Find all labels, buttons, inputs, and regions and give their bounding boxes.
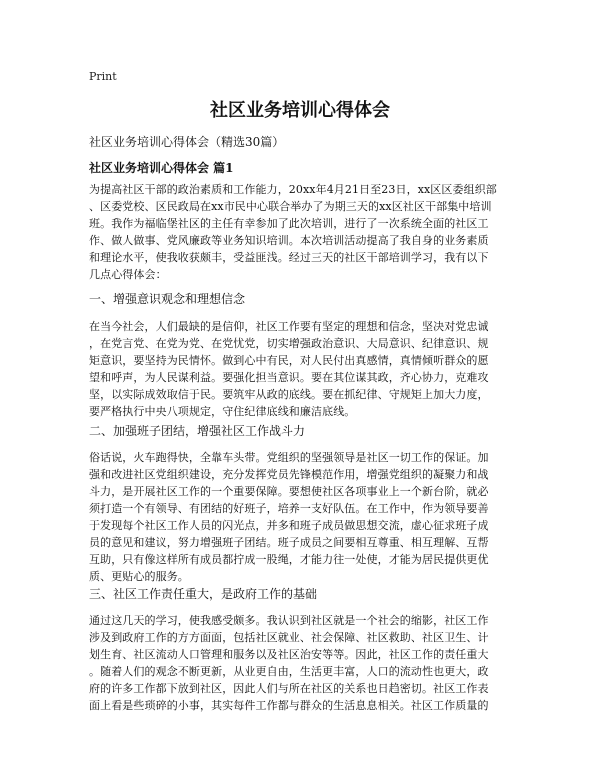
text-line: 作、做人做事、党风廉政等业务知识培训。本次培训活动提高了我自身的业务素质 (89, 234, 489, 247)
text-line: 斗力，是开展社区工作的一个重要保障。要想使社区各项事业上一个新台阶，就必 (89, 485, 489, 498)
print-link[interactable]: Print (89, 70, 117, 83)
text-line: 划生育、社区流动人口管理和服务以及社区治安等等。因此，社区工作的责任重大 (89, 648, 489, 661)
text-line: 。随着人们的观念不断更新，从业更自由，生活更丰富，人口的流动性也更大，政 (89, 665, 489, 678)
text-line: 班。我作为福临堡社区的主任有幸参加了此次培训，进行了一次系统全面的社区工 (89, 217, 489, 230)
text-line: 质、更贴心的服务。 (89, 570, 189, 583)
paragraph-1 (89, 318, 515, 420)
heading-2: 二、加强班子团结，增强社区工作战斗力 (89, 424, 306, 438)
section-title: 社区业务培训心得体会 篇1 (89, 161, 234, 175)
text-line: 矩意识，要坚持为民情怀。做到心中有民，对人民付出真感情，真情倾听群众的愿 (89, 354, 489, 367)
text-line: 强和改进社区党组织建设，充分发挥党员先锋模范作用，增强党组织的凝聚力和战 (89, 468, 489, 481)
paragraph-3 (89, 612, 515, 714)
document-title: 社区业务培训心得体会 (210, 100, 390, 121)
text-line: 员的意见和建议，努力增强班子团结。班子成员之间要相互尊重、相互理解、互帮 (89, 536, 489, 549)
text-line: ，在党言党、在党为党、在党忧党，切实增强政治意识、大局意识、纪律意识、规 (89, 337, 489, 350)
text-line: 在当今社会，人们最缺的是信仰，社区工作要有坚定的理想和信念，坚决对党忠诚 (89, 320, 489, 333)
text-line: 面上看是些琐碎的小事，其实每件工作都与群众的生活息息相关。社区工作质量的 (89, 699, 489, 712)
text-line: 互助，只有像这样所有成员都拧成一股绳，才能力往一处使，才能为居民提供更优 (89, 553, 489, 566)
text-line: 通过这几天的学习，使我感受颇多。我认识到社区就是一个社会的缩影，社区工作 (89, 614, 489, 627)
text-line: 要严格执行中央八项规定，守住纪律底线和廉洁底线。 (89, 405, 356, 418)
heading-1: 一、增强意识观念和理想信念 (89, 292, 246, 306)
text-line: 涉及到政府工作的方方面面，包括社区就业、社会保障、社区救助、社区卫生、计 (89, 631, 489, 644)
text-line: 为提高社区干部的政治素质和工作能力，20xx年4月21日至23日，xx区区委组织部 (89, 183, 497, 196)
text-line: 坚，以实际成效取信于民。要筑牢从政的底线。要在抓纪律、守规矩上加大力度， (89, 388, 489, 401)
heading-3: 三、社区工作责任重大，是政府工作的基础 (89, 587, 318, 601)
text-line: 几点心得体会： (89, 268, 167, 281)
text-line: 府的许多工作都下放到社区，因此人们与所在社区的关系也日趋密切。社区工作表 (89, 682, 489, 695)
paragraph-2 (89, 449, 515, 585)
text-line: 俗话说，火车跑得快，全靠车头带。党组织的坚强领导是社区一切工作的保证。加 (89, 451, 489, 464)
text-line: 、区委党校、区民政局在xx市民中心联合举办了为期三天的xx区社区干部集中培训 (89, 200, 492, 213)
text-line: 望和呼声，为人民谋利益。要强化担当意识。要在其位谋其政，齐心协力，克难攻 (89, 371, 489, 384)
text-line: 于发现每个社区工作人员的闪光点，并多和班子成员做思想交流，虚心征求班子成 (89, 519, 489, 532)
document-subtitle: 社区业务培训心得体会（精选30篇） (89, 135, 285, 149)
text-line: 须打造一个有领导、有团结的好班子，培养一支好队伍。在工作中，作为领导要善 (89, 502, 489, 515)
text-line: 和理论水平，使我收获颇丰，受益匪浅。经过三天的社区干部培训学习，我有以下 (89, 251, 489, 264)
intro-paragraph (89, 181, 515, 283)
